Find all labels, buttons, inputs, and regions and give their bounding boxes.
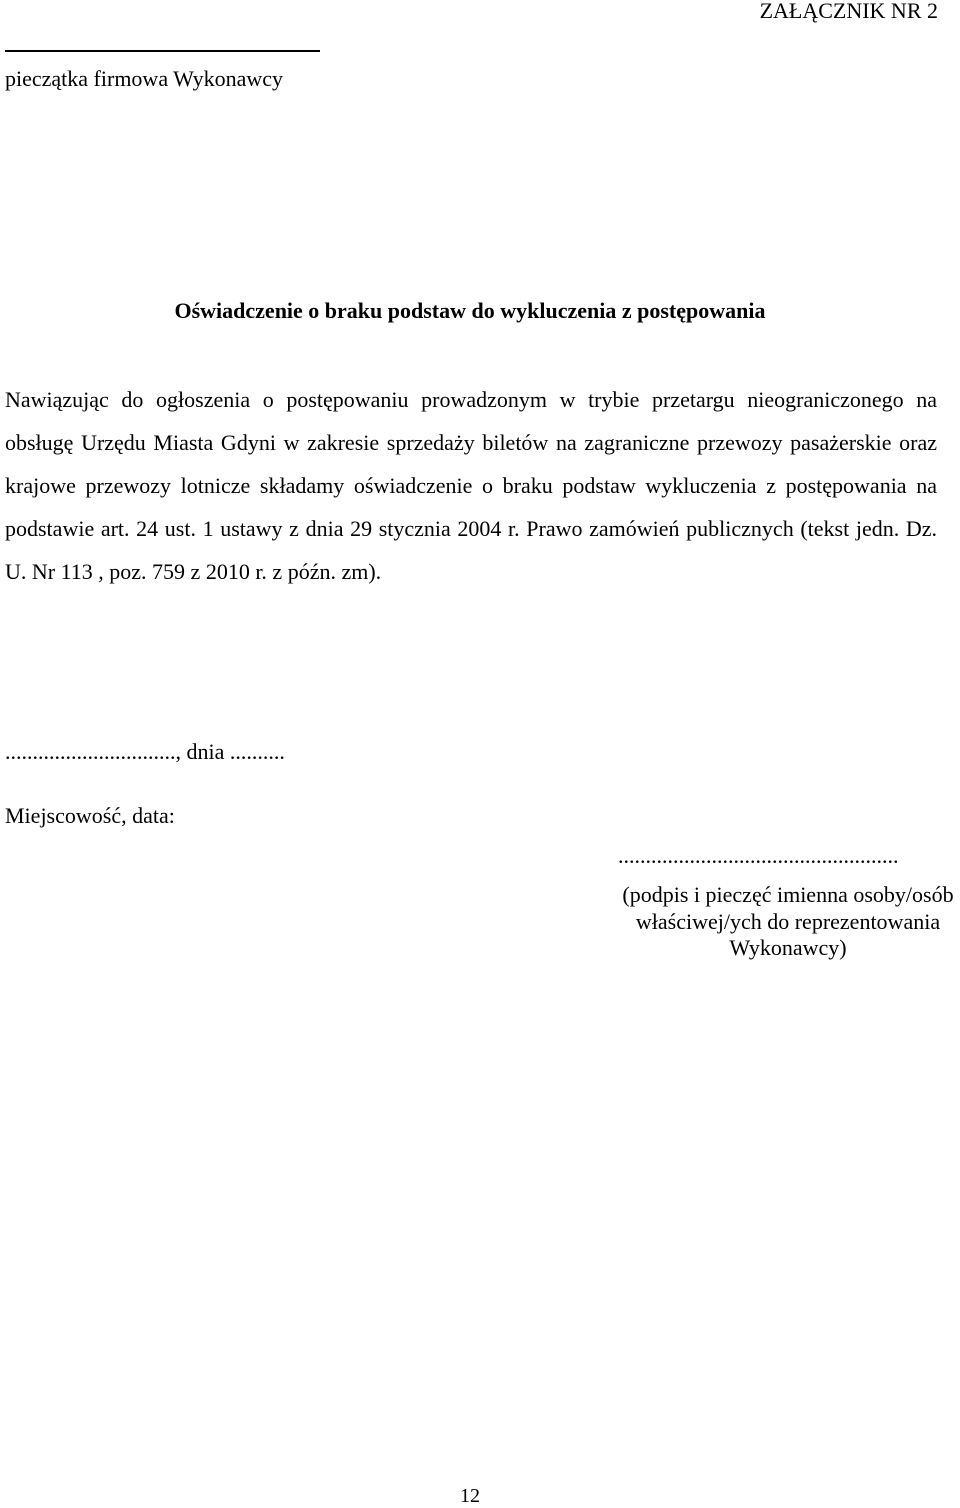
place-date-line: ..............................., dnia ..........	[5, 739, 285, 764]
place-date-label: Miejscowość, data:	[5, 803, 175, 828]
document-body: Nawiązując do ogłoszenia o postępowaniu prowadzonym w trybie przetargu nieograniczonego na obsługę Urzędu Miasta Gdyni w zakresie sprzedaży biletów na zagraniczne przewozy pasażerskie oraz krajowe przewozy lotnicze składamy oświadczenie o braku podstaw wykluczenia z postępowania na podstawie art. 24 ust. 1 ustawy z dnia 29 stycznia 2004 r. Prawo zamówień publicznych (tekst jedn. Dz. U. Nr 113 , poz. 759 z 2010 r. z późn. zm).	[5, 387, 937, 584]
signature-caption-line-1: (podpis i pieczęć imienna osoby/osób	[622, 882, 954, 907]
signature-line: ...................................................	[618, 843, 899, 868]
stamp-signature-line	[5, 50, 320, 52]
stamp-label: pieczątka firmowa Wykonawcy	[5, 66, 284, 91]
signature-caption-line-3: Wykonawcy)	[729, 935, 847, 960]
annex-label: ZAŁĄCZNIK NR 2	[759, 0, 938, 23]
document-title: Oświadczenie o braku podstaw do wykluczenia z postępowania	[174, 298, 766, 323]
signature-caption	[600, 882, 960, 962]
page-number: 12	[460, 1485, 480, 1507]
signature-caption-line-2: właściwej/ych do reprezentowania	[635, 908, 941, 934]
